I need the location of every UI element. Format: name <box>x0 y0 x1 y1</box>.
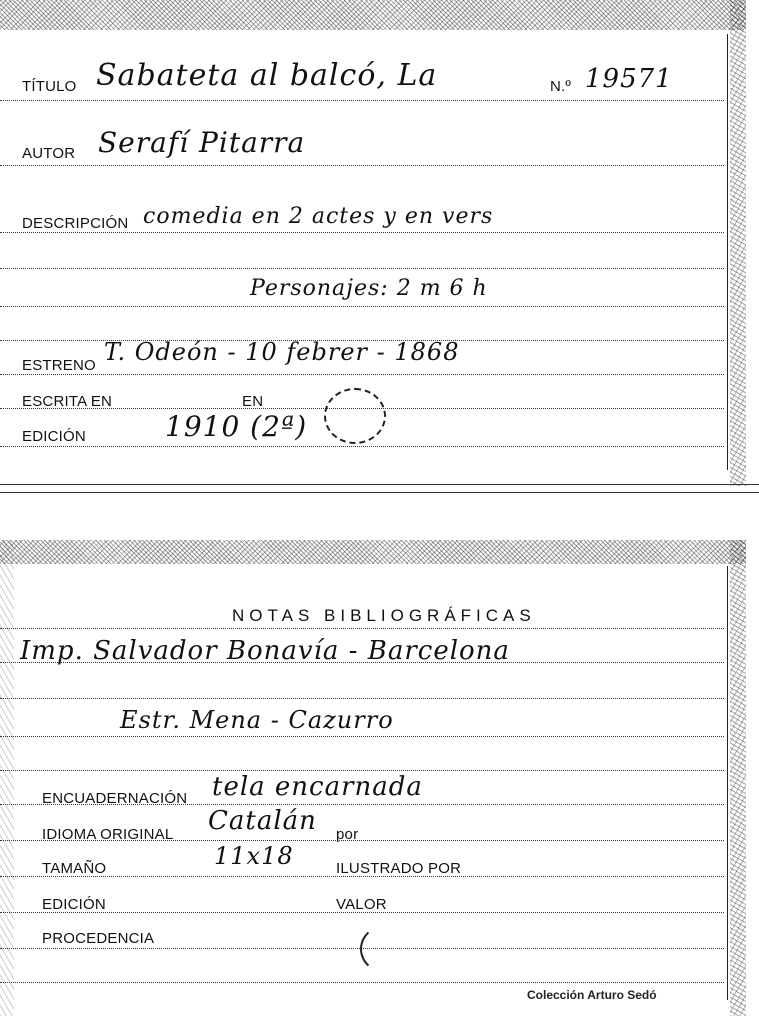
encuadernacion-label: ENCUADERNACIÓN <box>42 790 188 807</box>
scan-noise-top <box>0 0 746 30</box>
note-imprenta: Imp. Salvador Bonavía - Barcelona <box>20 636 510 666</box>
notas-heading: NOTAS BIBLIOGRÁFICAS <box>232 606 536 625</box>
card-right-border <box>727 566 728 1000</box>
numero-label: N.º <box>550 78 572 95</box>
ilustrado-label: ILUSTRADO POR <box>336 860 462 877</box>
card-right-border <box>727 34 728 470</box>
edicion-back-label: EDICIÓN <box>42 896 106 913</box>
scan-noise-right <box>730 0 746 486</box>
autor-value: Serafí Pitarra <box>98 126 306 159</box>
encuadernacion-value: tela encarnada <box>212 772 423 802</box>
rule-line <box>0 374 724 375</box>
descripcion-label: DESCRIPCIÓN <box>22 215 129 232</box>
titulo-label: TÍTULO <box>22 78 77 95</box>
en-label: EN <box>242 393 264 410</box>
stamp-seal-icon <box>360 924 416 974</box>
tamano-label: TAMAÑO <box>42 860 107 877</box>
rule-line <box>0 698 724 699</box>
stamp-seal-icon <box>324 388 386 444</box>
rule-line <box>0 232 724 233</box>
scan-noise-left <box>0 540 14 1016</box>
scan-noise-top <box>0 540 746 564</box>
rule-line <box>0 165 724 166</box>
titulo-value: Sabateta al balcó, La <box>96 58 438 93</box>
descripcion-value: comedia en 2 actes y en vers <box>143 204 494 229</box>
card-separator <box>0 484 759 485</box>
por-label: por <box>336 826 359 843</box>
procedencia-label: PROCEDENCIA <box>42 930 155 947</box>
rule-line <box>0 628 724 629</box>
personajes-value: Personajes: 2 m 6 h <box>250 276 488 301</box>
catalog-card-front <box>0 0 746 486</box>
collection-footer: Colección Arturo Sedó <box>527 988 657 1002</box>
catalog-card-back <box>0 540 746 1016</box>
rule-line <box>0 446 724 447</box>
rule-line <box>0 268 724 269</box>
rule-line <box>0 306 724 307</box>
edicion-label: EDICIÓN <box>22 428 86 445</box>
rule-line <box>0 770 724 771</box>
edicion-value: 1910 (2ª) <box>165 410 308 443</box>
valor-label: VALOR <box>336 896 387 913</box>
autor-label: AUTOR <box>22 145 76 162</box>
estreno-label: ESTRENO <box>22 357 96 374</box>
card-separator <box>0 492 759 493</box>
estreno-value: T. Odeón - 10 febrer - 1868 <box>104 338 460 366</box>
numero-value: 19571 <box>585 64 673 94</box>
rule-line <box>0 100 724 101</box>
scan-noise-right <box>730 540 746 1016</box>
rule-line <box>0 736 724 737</box>
rule-line <box>0 982 724 983</box>
note-estreno: Estr. Mena - Cazurro <box>120 706 394 734</box>
tamano-value: 11x18 <box>214 842 294 870</box>
idioma-label: IDIOMA ORIGINAL <box>42 826 174 843</box>
idioma-value: Catalán <box>208 806 317 836</box>
escrita-label: ESCRITA EN <box>22 393 113 410</box>
